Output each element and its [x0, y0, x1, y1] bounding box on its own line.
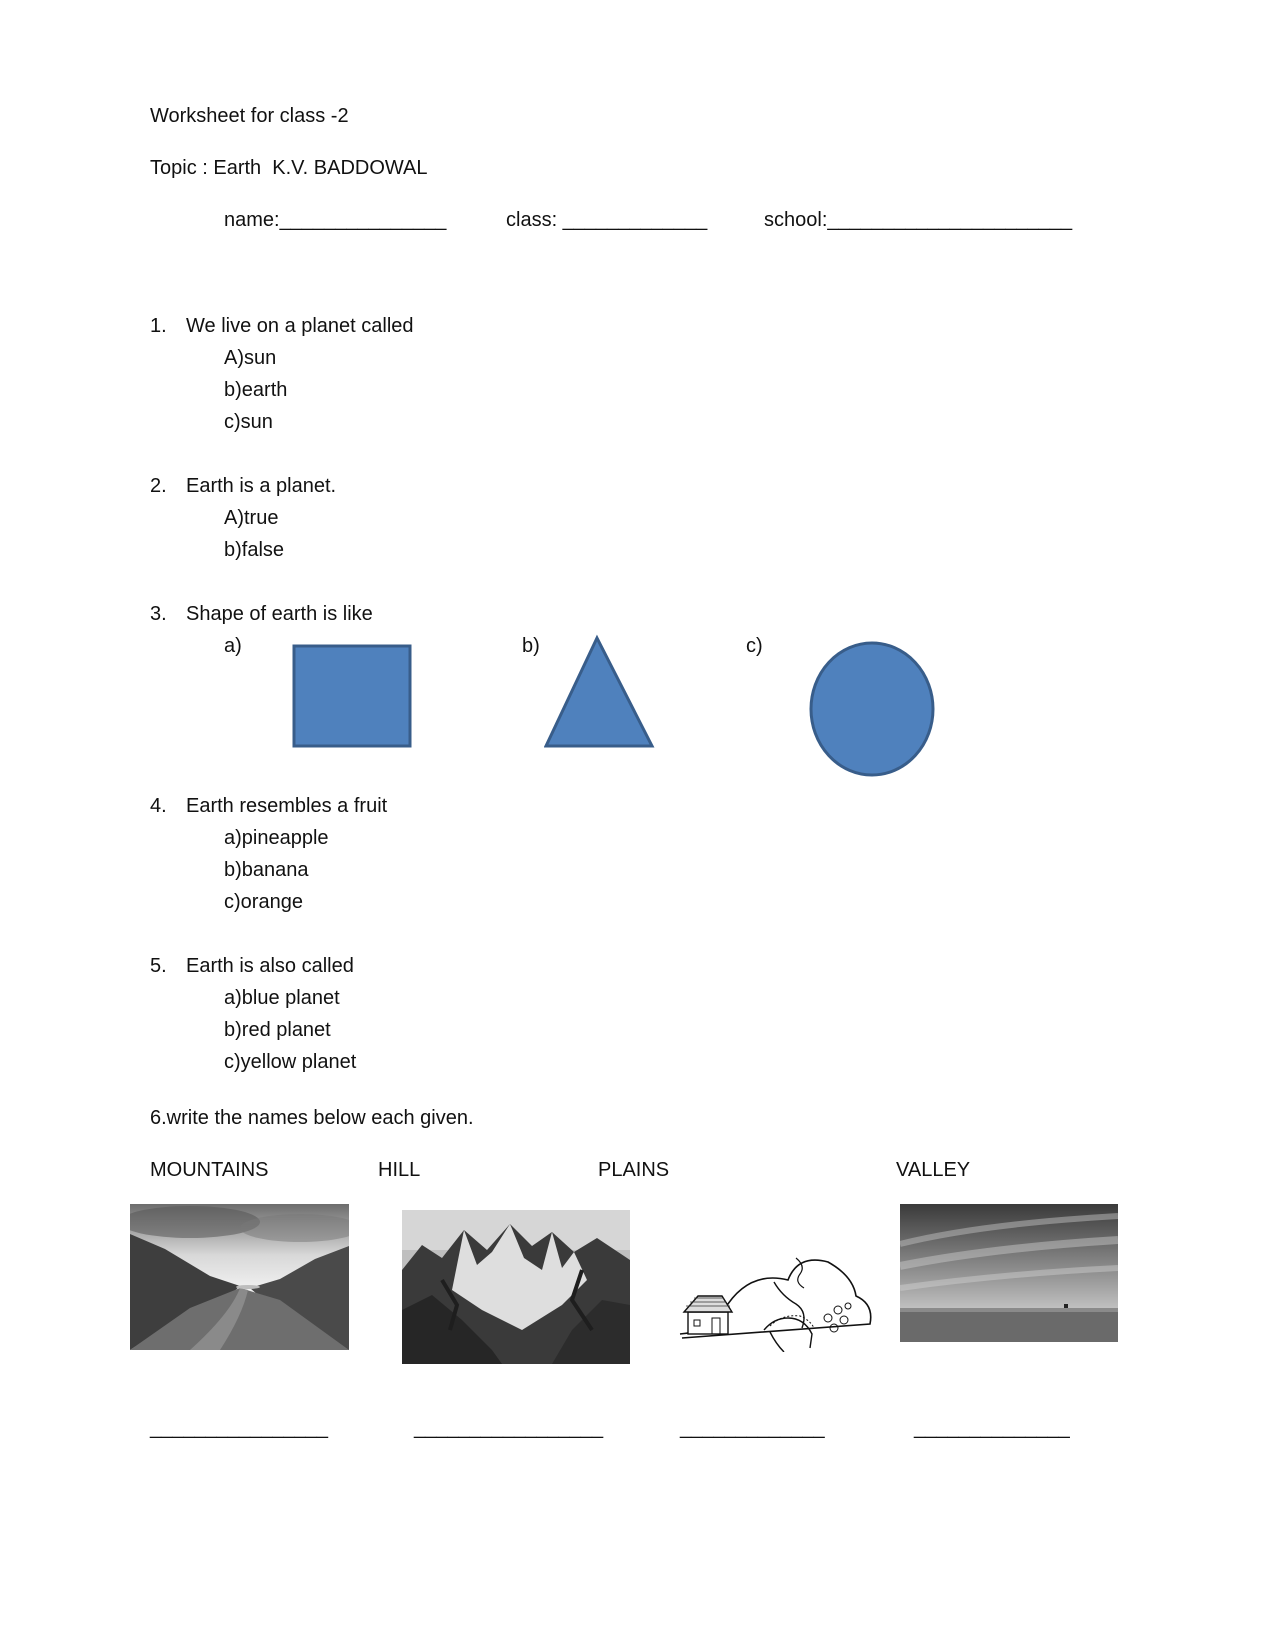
square-shape	[292, 644, 414, 750]
valley-photo	[130, 1204, 349, 1350]
label-hill: HILL	[378, 1159, 421, 1181]
q2-number: 2.	[150, 475, 167, 497]
q5-number: 5.	[150, 955, 167, 977]
q4-number: 4.	[150, 795, 167, 817]
triangle-shape	[544, 634, 656, 750]
label-plains: PLAINS	[598, 1159, 670, 1181]
q6-text: 6.write the names below each given.	[150, 1107, 474, 1129]
q1-number: 1.	[150, 315, 167, 337]
q4-option-b: b)banana	[224, 859, 309, 881]
q3-option-c: c)	[746, 635, 763, 657]
q1-option-b: b)earth	[224, 379, 288, 401]
q1-option-c: c)sun	[224, 411, 273, 433]
topic-line: Topic : Earth K.V. BADDOWAL	[150, 157, 428, 179]
q3-text: Shape of earth is like	[186, 603, 373, 625]
label-valley: VALLEY	[896, 1159, 971, 1181]
worksheet-title: Worksheet for class -2	[150, 105, 349, 127]
q5-text: Earth is also called	[186, 955, 354, 977]
q1-text: We live on a planet called	[186, 315, 414, 337]
plains-photo	[900, 1204, 1118, 1342]
q2-text: Earth is a planet.	[186, 475, 337, 497]
q5-option-c: c)yellow planet	[224, 1051, 357, 1073]
q5-option-b: b)red planet	[224, 1019, 331, 1041]
q5-option-a: a)blue planet	[224, 987, 340, 1009]
class-field: class: _____________	[506, 209, 708, 231]
circle-shape-body	[811, 643, 933, 775]
mountains-photo	[402, 1210, 630, 1364]
q4-option-a: a)pineapple	[224, 827, 329, 849]
name-field: name:_______________	[224, 209, 447, 231]
q2-option-b: b)false	[224, 539, 285, 561]
label-mountains: MOUNTAINS	[150, 1159, 269, 1181]
answer-blank-1: ________________	[150, 1417, 328, 1439]
school-field: school:______________________	[764, 209, 1073, 231]
answer-blank-3: _____________	[680, 1417, 825, 1439]
square-shape-body	[294, 646, 410, 746]
q3-option-b: b)	[522, 635, 540, 657]
circle-shape	[808, 640, 936, 778]
q4-option-c: c)orange	[224, 891, 303, 913]
q3-option-a: a)	[224, 635, 242, 657]
hill-drawing	[678, 1248, 874, 1352]
answer-blank-4: ______________	[914, 1417, 1070, 1439]
q2-option-a: A)true	[224, 507, 279, 529]
triangle-shape-body	[546, 638, 652, 746]
answer-blank-2: _________________	[414, 1417, 604, 1439]
q3-number: 3.	[150, 603, 167, 625]
q1-option-a: A)sun	[224, 347, 277, 369]
q4-text: Earth resembles a fruit	[186, 795, 388, 817]
